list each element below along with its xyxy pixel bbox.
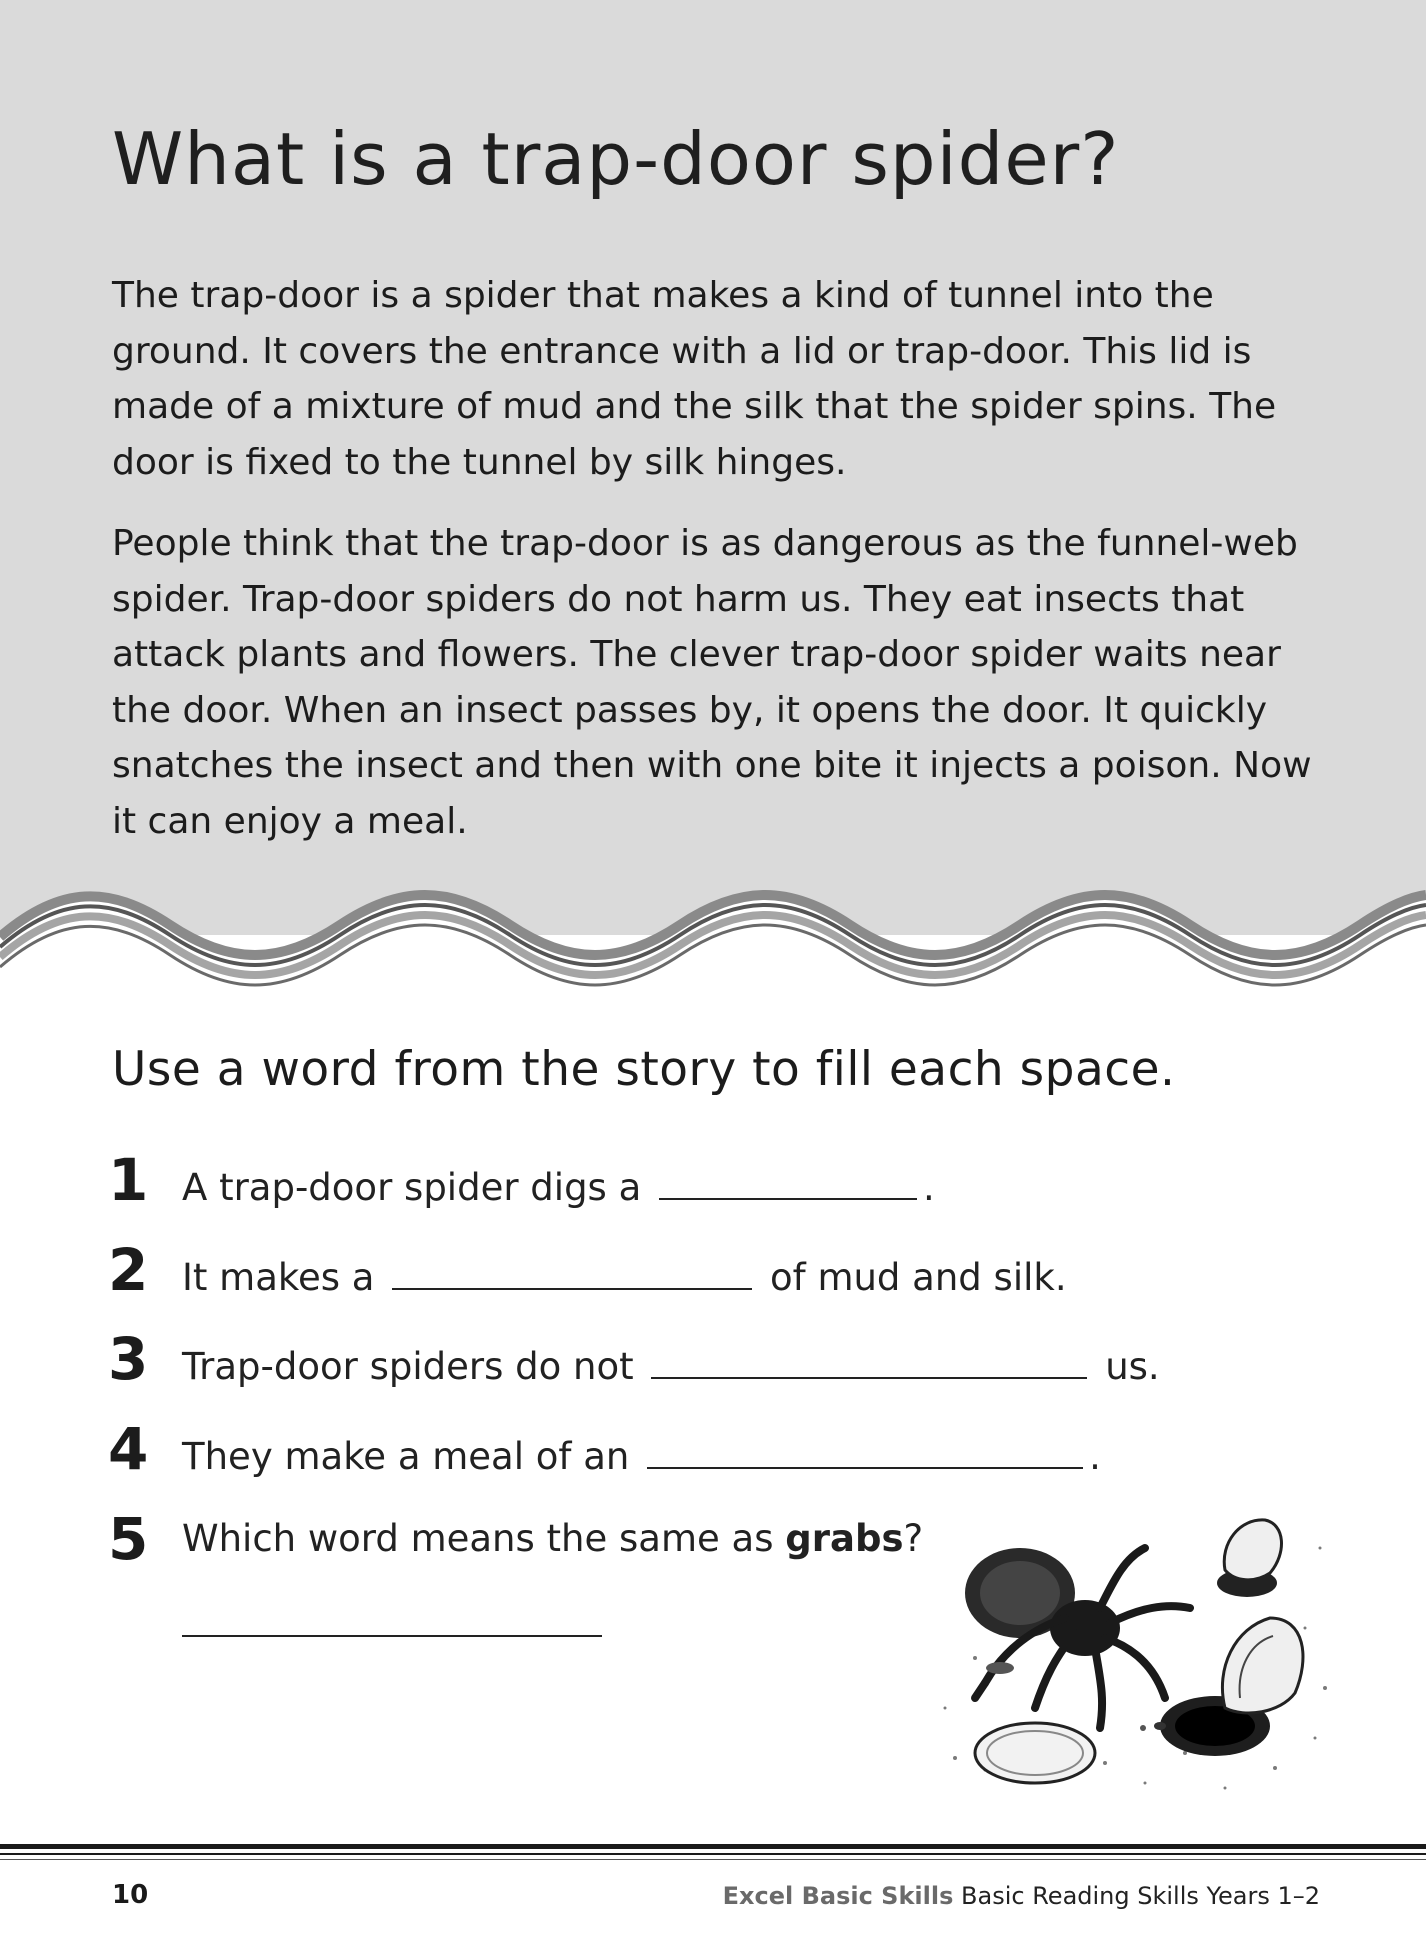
question-text: Trap-door spiders do not us. — [182, 1337, 1160, 1388]
answer-blank[interactable] — [651, 1337, 1087, 1379]
spider-illustration — [925, 1508, 1345, 1808]
question-number: 2 — [108, 1236, 149, 1304]
passage — [112, 268, 1322, 875]
question-number: 4 — [108, 1415, 149, 1483]
question-text: Which word means the same as grabs? — [182, 1517, 924, 1560]
footer-series: Excel Basic Skills Basic Reading Skills Years 1–2 — [722, 1882, 1320, 1910]
question-number: 1 — [108, 1146, 149, 1214]
answer-blank[interactable] — [182, 1633, 602, 1637]
footer-rule — [0, 1859, 1426, 1860]
question-2 — [108, 1236, 1358, 1312]
question-1 — [108, 1146, 1358, 1222]
answer-blank[interactable] — [659, 1158, 917, 1200]
question-4 — [108, 1415, 1358, 1491]
question-number: 5 — [108, 1505, 149, 1573]
question-text: It makes a of mud and silk. — [182, 1248, 1067, 1299]
answer-blank[interactable] — [392, 1248, 752, 1290]
page-number: 10 — [112, 1880, 149, 1910]
question-text: They make a meal of an . — [182, 1427, 1101, 1478]
passage-paragraph: The trap-door is a spider that makes a kind of tunnel into the ground. It covers the entrance with a lid or trap-door. This lid is made of a mixture of mud and the silk that the spider spins. The door is fixed to the tunnel by silk hinges. — [112, 275, 1277, 483]
passage-paragraph: People think that the trap-door is as dangerous as the funnel-web spider. Trap-door spiders do not harm us. They eat insects that attack plants and flowers. The clever trap-door spider waits near the door. When an insect passes by, it opens the door. It quickly snatches the insect and then with one bite it injects a poison. Now it can enjoy a meal. — [112, 523, 1312, 842]
answer-blank[interactable] — [647, 1427, 1083, 1469]
question-number: 3 — [108, 1325, 149, 1393]
question-3 — [108, 1325, 1358, 1401]
footer-rule — [0, 1844, 1426, 1849]
footer-rule — [0, 1853, 1426, 1855]
question-text: A trap-door spider digs a . — [182, 1158, 935, 1209]
instruction: Use a word from the story to fill each space. — [112, 1042, 1176, 1097]
page-title: What is a trap-door spider? — [112, 117, 1120, 201]
